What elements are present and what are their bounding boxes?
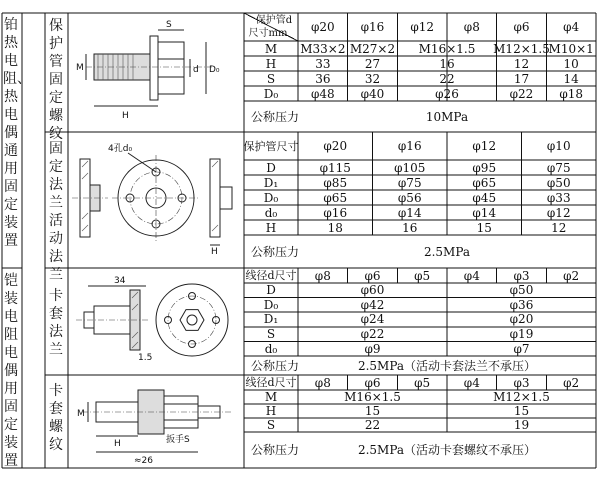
drawing-label-h3: H — [114, 439, 121, 449]
ferrule-flange-cell: φ50 — [509, 283, 534, 298]
thread-pressure-label: 公称压力 — [250, 109, 299, 124]
drawing-label-dim1: 34 — [114, 276, 126, 286]
flange-column-header: φ20 — [323, 139, 348, 153]
thread-cell: φ18 — [559, 86, 583, 101]
ferrule-thread-header-label: 线径d尺寸 — [245, 376, 297, 389]
ferrule-flange-row-label: S — [266, 327, 276, 342]
thread-column-header: φ12 — [410, 20, 434, 34]
thread-cell: 33 — [315, 56, 331, 71]
ferrule-flange-row-label: D — [266, 283, 276, 298]
thread-cell: φ26 — [435, 86, 459, 101]
flange-cell: φ65 — [472, 175, 497, 190]
ferrule-thread-cell: M12×1.5 — [493, 390, 550, 404]
flange-column-header: φ12 — [472, 139, 497, 153]
ferrule-thread-column-header: φ8 — [314, 375, 331, 390]
flange-cell: φ14 — [472, 205, 497, 220]
thread-cell: φ48 — [310, 86, 335, 101]
ferrule-thread-column-header: φ2 — [563, 375, 580, 390]
thread-row-label: D₀ — [263, 86, 279, 101]
drawing-label-h: H — [122, 111, 129, 121]
flange-cell: 15 — [476, 220, 492, 235]
thread-cell: M16×1.5 — [418, 41, 476, 56]
flange-row-label: D₁ — [263, 175, 279, 190]
thread-fitting-drawing — [72, 14, 240, 126]
ferrule-thread-cell: 15 — [364, 404, 381, 418]
thread-cell: M27×2 — [349, 41, 396, 56]
flange-cell: φ50 — [546, 175, 571, 190]
flange-cell: φ33 — [546, 190, 571, 205]
ferrule-flange-column-header: φ2 — [563, 268, 580, 283]
thread-cell: 12 — [513, 56, 530, 71]
ferrule-thread-drawing — [72, 376, 240, 466]
section-name-flange: 固定法兰活动法兰 — [49, 141, 63, 283]
flange-cell: φ85 — [323, 175, 348, 190]
flange-row-label: H — [265, 220, 277, 235]
thread-cell: φ40 — [360, 86, 385, 101]
thread-column-header: φ4 — [563, 20, 580, 34]
flange-cell: 16 — [402, 220, 418, 235]
thread-diagonal-top: 保护管d — [255, 15, 293, 26]
ferrule-flange-cell: φ36 — [509, 297, 534, 312]
flange-header-label: 保护管尺寸 — [243, 139, 299, 153]
thread-cell: 22 — [439, 71, 455, 86]
thread-column-header: φ20 — [310, 20, 335, 34]
drawing-label-m2: M — [77, 409, 85, 419]
ferrule-flange-pressure-value: 2.5MPa（活动卡套法兰不承压） — [357, 358, 537, 373]
drawing-label-d0: D₀ — [209, 65, 220, 75]
flange-cell: φ65 — [323, 190, 348, 205]
ferrule-flange-cell: φ19 — [509, 327, 534, 342]
ferrule-flange-column-header: φ4 — [463, 268, 480, 283]
ferrule-flange-cell: φ24 — [360, 312, 385, 327]
thread-cell: M12×1.5 — [493, 41, 550, 56]
ferrule-thread-column-header: φ4 — [463, 375, 480, 390]
ferrule-thread-pressure-value: 2.5MPa（活动卡套螺纹不承压） — [357, 443, 537, 457]
section-name-ferrule-thread: 卡套螺纹 — [49, 383, 63, 453]
thread-row-label: H — [265, 56, 277, 71]
flange-row-label: D — [266, 160, 276, 175]
flange-column-header: φ16 — [397, 139, 422, 153]
ferrule-thread-column-header: φ6 — [364, 375, 381, 390]
ferrule-thread-column-header: φ3 — [513, 375, 530, 390]
flange-cell: φ105 — [394, 160, 426, 175]
thread-row-label: S — [266, 71, 276, 86]
flange-pressure-label: 公称压力 — [250, 244, 299, 259]
drawing-label-holes: 4孔d₀ — [108, 144, 133, 154]
thread-cell: 27 — [364, 56, 381, 71]
ferrule-thread-row-label: H — [265, 404, 277, 418]
flange-row-label: D₀ — [263, 190, 279, 205]
flange-cell: 18 — [327, 220, 343, 235]
thread-cell: M33×2 — [300, 41, 346, 56]
thread-cell: 36 — [315, 71, 331, 86]
ferrule-thread-cell: 19 — [513, 418, 530, 432]
ferrule-thread-cell: M16×1.5 — [344, 390, 401, 404]
flange-cell: φ16 — [323, 205, 348, 220]
flange-cell: φ14 — [397, 205, 422, 220]
thread-cell: 32 — [364, 71, 381, 86]
ferrule-flange-row-label: D₁ — [263, 312, 279, 327]
thread-cell: 16 — [439, 56, 455, 71]
thread-cell: M10×1 — [548, 41, 594, 56]
ferrule-flange-header-label: 线径d尺寸 — [245, 269, 297, 282]
thread-column-header: φ6 — [513, 20, 530, 34]
ferrule-thread-cell: 22 — [364, 418, 381, 432]
thread-column-header: φ8 — [463, 20, 480, 34]
ferrule-flange-column-header: φ3 — [513, 268, 530, 283]
thread-cell: 17 — [513, 71, 530, 86]
drawing-label-d: d — [193, 65, 199, 75]
ferrule-thread-pressure-label: 公称压力 — [250, 443, 299, 457]
flange-cell: φ75 — [397, 175, 422, 190]
drawing-label-m: M — [76, 63, 84, 73]
ferrule-flange-column-header: φ8 — [314, 268, 331, 283]
ferrule-flange-cell: φ7 — [513, 341, 530, 356]
drawing-label-s: S — [166, 20, 172, 30]
ferrule-thread-cell: 15 — [513, 404, 530, 418]
flange-cell: φ12 — [546, 205, 571, 220]
drawing-label-wrench: 扳手S — [166, 435, 190, 445]
flange-cell: φ56 — [397, 190, 422, 205]
flange-column-header: φ10 — [546, 139, 571, 153]
flange-pressure-value: 2.5MPa — [423, 244, 471, 259]
flange-cell: φ45 — [472, 190, 497, 205]
drawing-label-h2: H — [211, 247, 218, 257]
ferrule-flange-cell: φ9 — [364, 341, 381, 356]
ferrule-flange-column-header: φ5 — [414, 268, 431, 283]
thread-cell: 10 — [563, 56, 579, 71]
thread-cell: φ22 — [509, 86, 534, 101]
thread-pressure-value: 10MPa — [425, 109, 469, 124]
ferrule-thread-column-header: φ5 — [414, 375, 431, 390]
ferrule-flange-cell: φ60 — [360, 283, 385, 298]
category-pt-rtd: 铂热电阻、热电偶通用固定装置 — [3, 17, 31, 249]
flange-cell: φ115 — [319, 160, 351, 175]
drawing-label-dim2: 1.5 — [138, 353, 153, 363]
flange-drawing — [72, 137, 240, 255]
ferrule-flange-column-header: φ6 — [364, 268, 381, 283]
section-name-ferrule-flange: 卡套法兰 — [49, 288, 63, 358]
ferrule-flange-drawing — [72, 272, 240, 364]
section-name-thread: 保护管固定螺纹 — [49, 18, 63, 142]
ferrule-thread-row-label: S — [266, 418, 276, 432]
ferrule-flange-cell: φ20 — [509, 312, 534, 327]
ferrule-flange-cell: φ22 — [360, 327, 385, 342]
flange-cell: φ95 — [472, 160, 497, 175]
ferrule-flange-pressure-label: 公称压力 — [250, 358, 299, 373]
flange-row-label: d₀ — [264, 205, 278, 220]
thread-column-header: φ16 — [360, 20, 385, 34]
flange-cell: φ75 — [546, 160, 571, 175]
ferrule-flange-row-label: D₀ — [263, 297, 279, 312]
thread-cell: 14 — [563, 71, 579, 86]
category-armored: 铠装电阻电偶用固定装置 — [4, 273, 18, 469]
thread-diagonal-bottom: 尺寸mm — [248, 28, 288, 39]
ferrule-flange-cell: φ42 — [360, 297, 385, 312]
ferrule-thread-row-label: M — [264, 390, 278, 404]
ferrule-flange-row-label: d₀ — [264, 341, 278, 356]
flange-cell: 12 — [551, 220, 567, 235]
drawing-label-dim: ≈26 — [134, 456, 153, 466]
thread-row-label: M — [264, 41, 278, 56]
